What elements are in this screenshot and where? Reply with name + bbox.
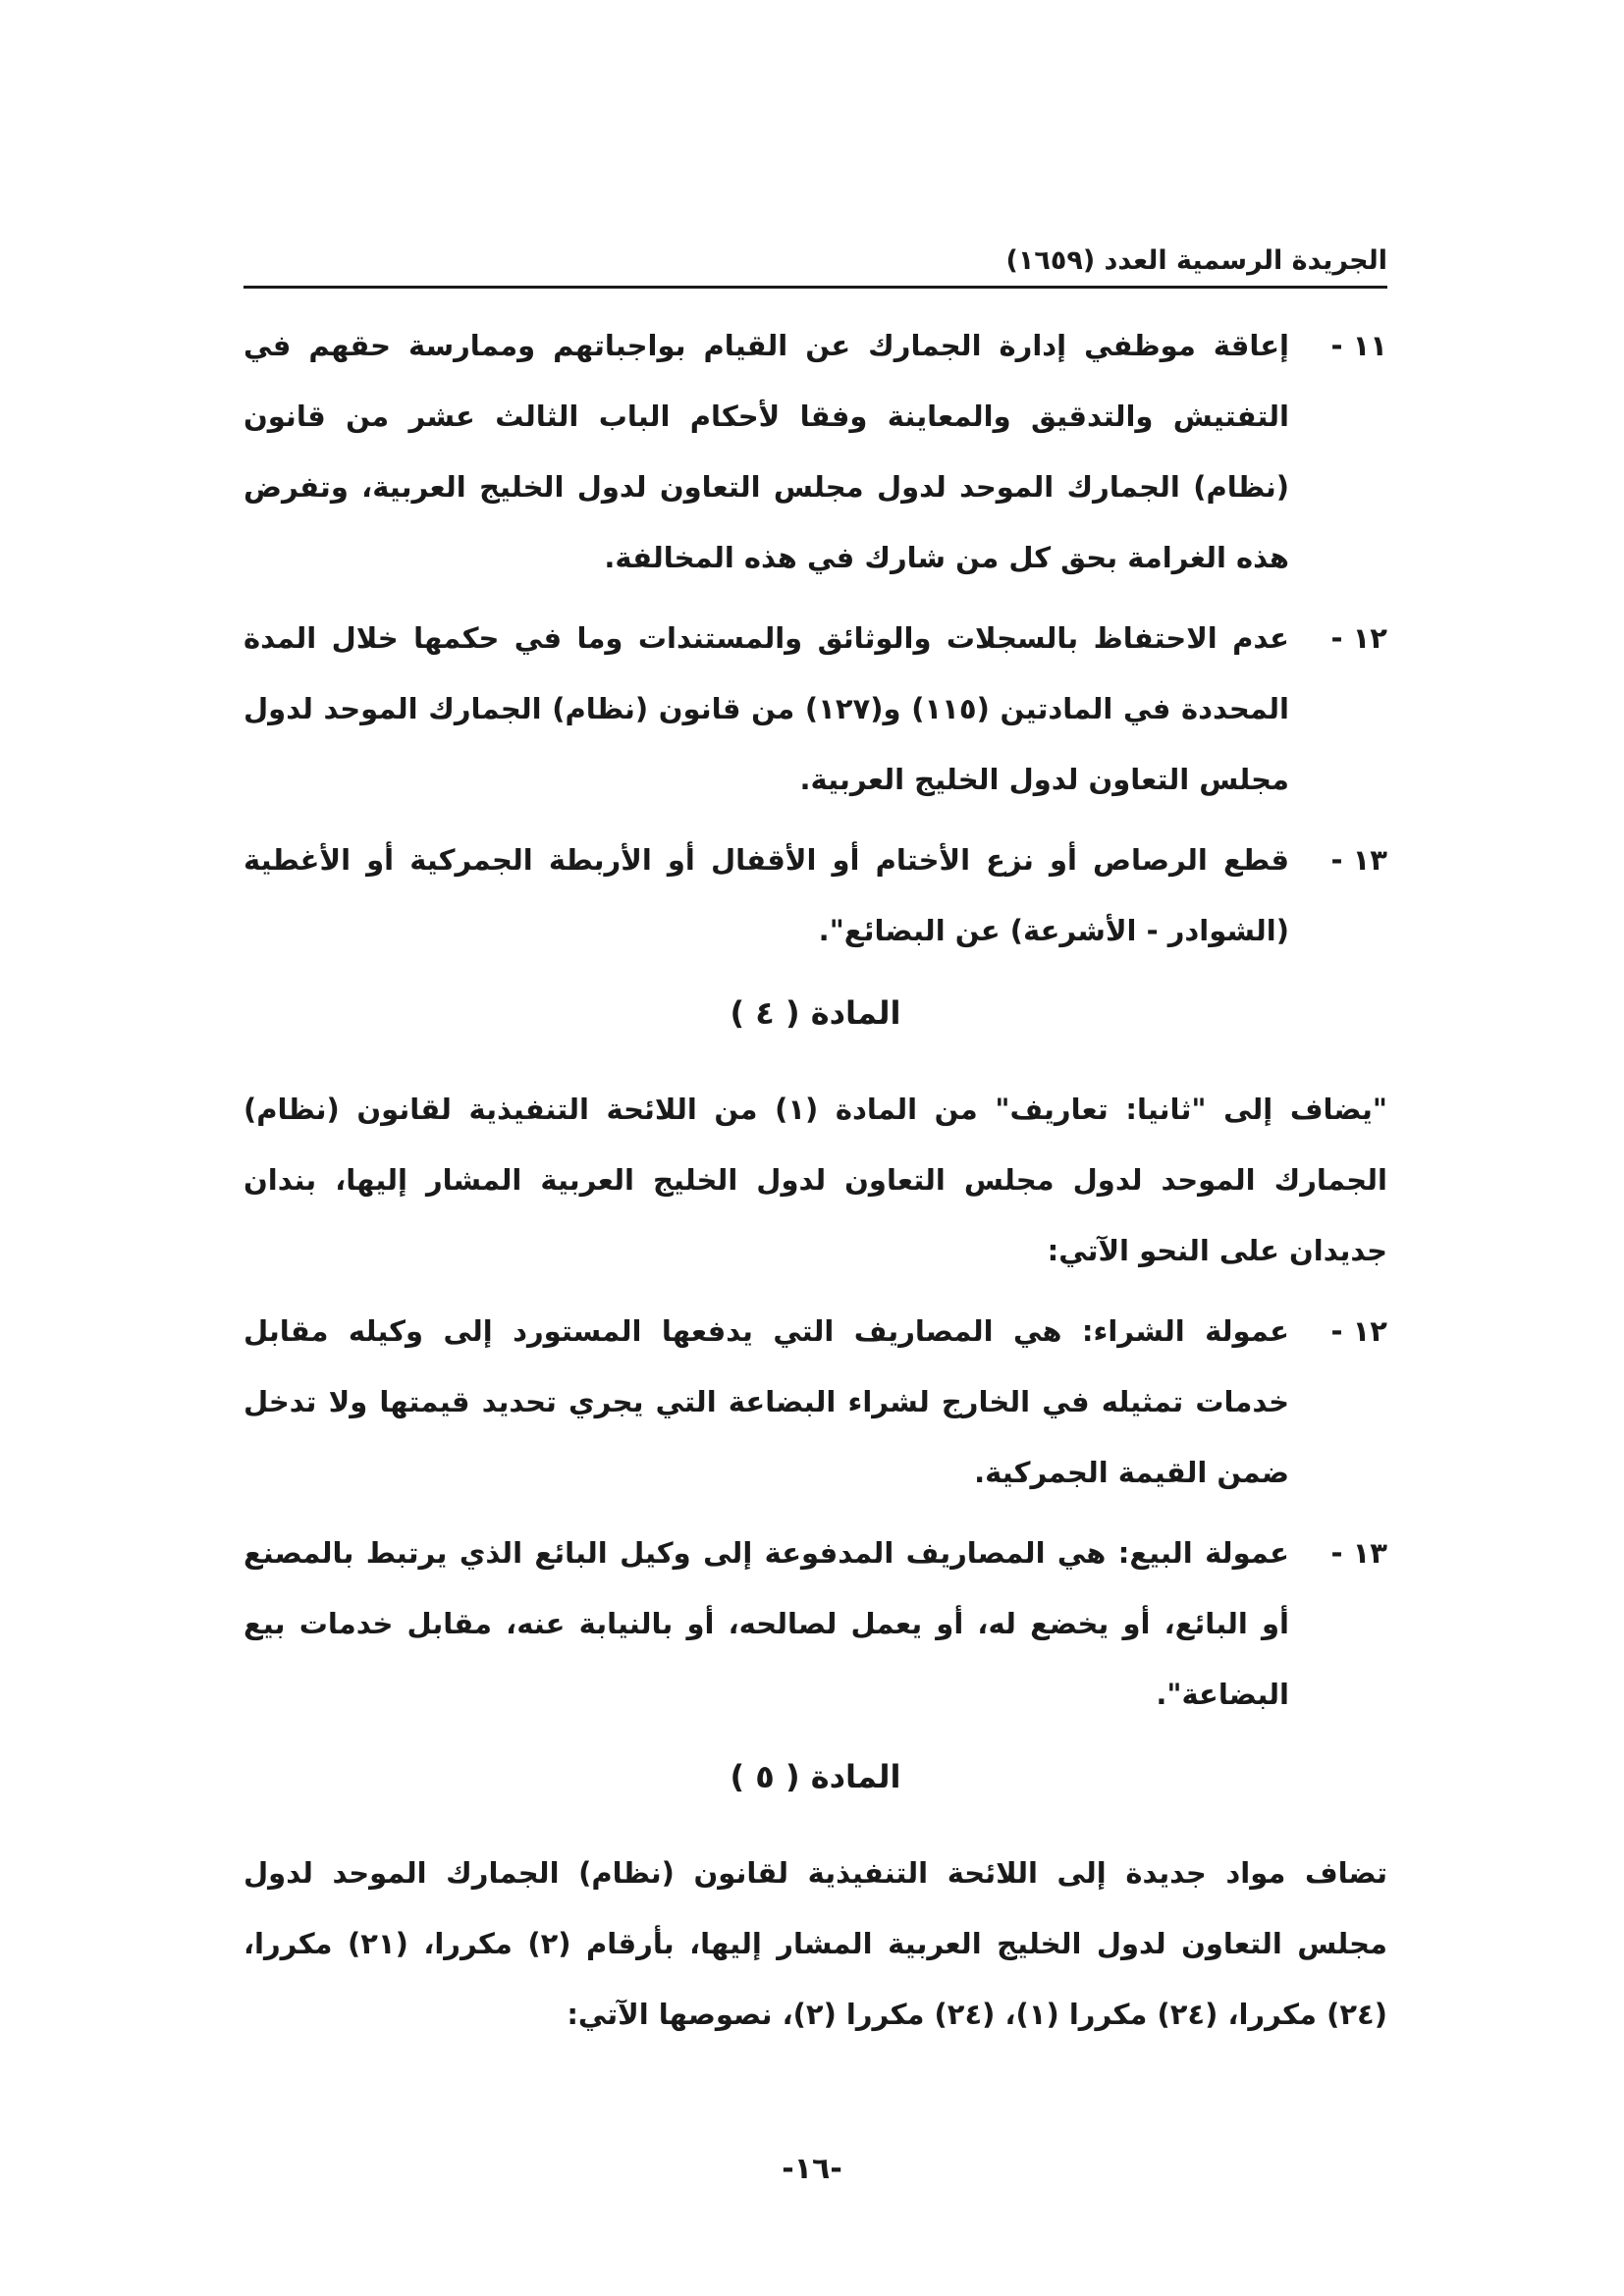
item-number: ١١ -	[1330, 329, 1387, 362]
article-4-items	[244, 1296, 1387, 1730]
list-item	[244, 603, 1387, 815]
item-text: عمولة الشراء: هي المصاريف التي يدفعها المستورد إلى وكيله مقابل خدمات تمثيله في الخارج لشراء البضاعة التي يجري تحديد قيمتها ولا تدخل ضمن القيمة الجمركية.	[244, 1314, 1289, 1489]
item-text: إعاقة موظفي إدارة الجمارك عن القيام بواجباتهم وممارسة حقهم في التفتيش والتدقيق والمعاينة وفقا لأحكام الباب الثالث عشر من قانون (نظام) الجمارك الموحد لدول مجلس التعاون لدول الخليج العربية، وتفرض هذه الغرامة بحق كل من شارك في هذه المخالفة.	[244, 329, 1289, 574]
item-text: عدم الاحتفاظ بالسجلات والوثائق والمستندات وما في حكمها خلال المدة المحددة في المادتين (١١٥) و(١٢٧) من قانون (نظام) الجمارك الموحد لدول مجلس التعاون لدول الخليج العربية.	[244, 621, 1289, 796]
running-header	[244, 245, 1387, 289]
item-text: قطع الرصاص أو نزع الأختام أو الأقفال أو الأربطة الجمركية أو الأغطية (الشوادر - الأشرعة) عن البضائع".	[244, 843, 1289, 947]
item-number: ١٢ -	[1330, 1314, 1387, 1348]
list-item	[244, 310, 1387, 593]
article-5-text: تضاف مواد جديدة إلى اللائحة التنفيذية لقانون (نظام) الجمارك الموحد لدول مجلس التعاون لدول الخليج العربية المشار إليها، بأرقام (٢) مكررا، (٢١) مكررا، (٢٤) مكررا، (٢٤) مكررا (١)، (٢٤) مكررا (٢)، نصوصها الآتي:	[244, 1856, 1387, 2031]
list-item	[244, 825, 1387, 966]
article-5-title: المادة ( ٥ )	[730, 1758, 901, 1795]
article-4-title: المادة ( ٤ )	[730, 994, 901, 1032]
article-4-intro: "يضاف إلى "ثانيا: تعاريف" من المادة (١) من اللائحة التنفيذية لقانون (نظام) الجمارك الموحد لدول مجلس التعاون لدول الخليج العربية المشار إليها، بندان جديدان على النحو الآتي:	[244, 1093, 1388, 1267]
item-number: ١٣ -	[1330, 843, 1387, 877]
list-item	[244, 1296, 1387, 1508]
item-number: ١٣ -	[1330, 1536, 1387, 1570]
document-page	[244, 245, 1387, 2059]
items-list-top	[244, 310, 1387, 966]
page-number: -١٦-	[782, 2152, 842, 2186]
item-number: ١٢ -	[1330, 621, 1387, 655]
item-text: عمولة البيع: هي المصاريف المدفوعة إلى وكيل البائع الذي يرتبط بالمصنع أو البائع، أو يخضع له، أو يعمل لصالحه، أو بالنيابة عنه، مقابل خدمات بيع البضاعة".	[244, 1536, 1289, 1711]
list-item	[244, 1518, 1387, 1730]
gazette-title: الجريدة الرسمية العدد (١٦٥٩)	[1005, 245, 1387, 276]
